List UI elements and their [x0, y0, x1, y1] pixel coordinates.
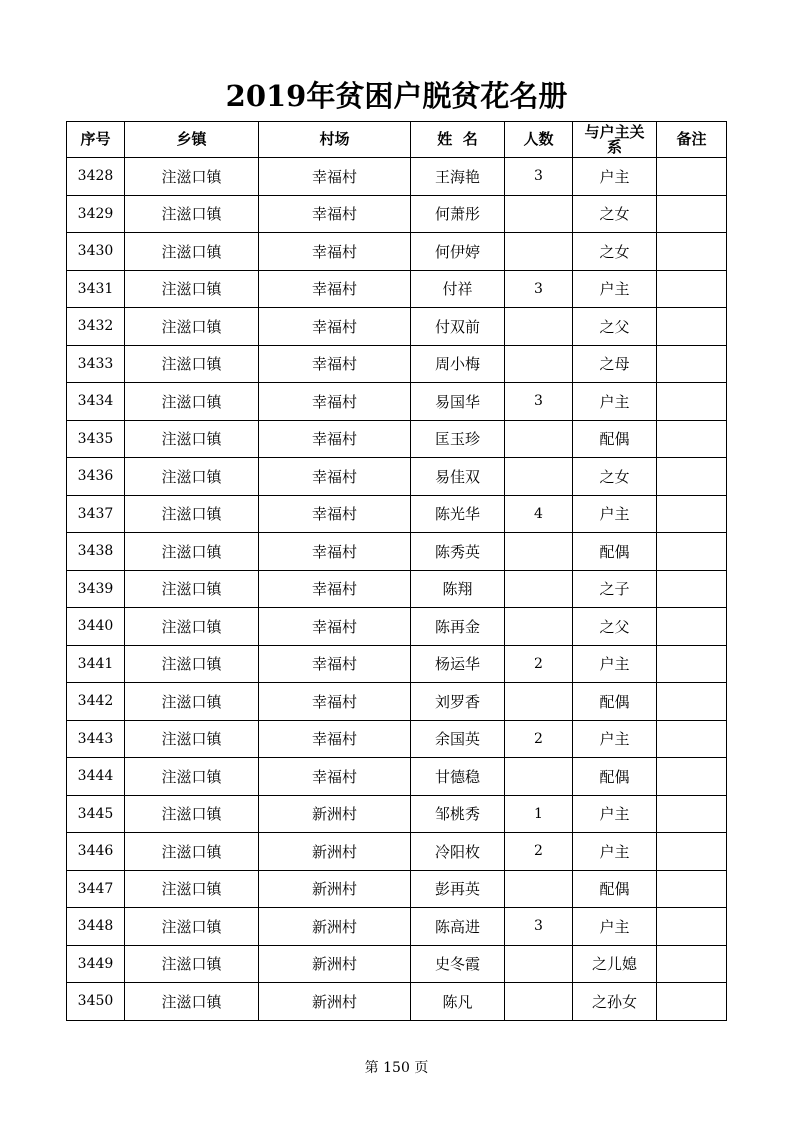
- cell-note: [657, 908, 727, 946]
- cell-no: 3450: [67, 983, 125, 1021]
- cell-name: 杨运华: [411, 645, 505, 683]
- cell-note: [657, 608, 727, 646]
- cell-town: 注滋口镇: [125, 458, 259, 496]
- cell-count: [505, 945, 573, 983]
- cell-name: 陈再金: [411, 608, 505, 646]
- cell-note: [657, 383, 727, 421]
- cell-village: 幸福村: [259, 308, 411, 346]
- header-note: 备注: [657, 122, 727, 158]
- cell-name: 邹桃秀: [411, 795, 505, 833]
- cell-village: 幸福村: [259, 420, 411, 458]
- table-row: [67, 270, 727, 308]
- cell-no: 3443: [67, 720, 125, 758]
- cell-no: 3440: [67, 608, 125, 646]
- cell-count: [505, 458, 573, 496]
- cell-village: 新洲村: [259, 795, 411, 833]
- cell-name: 付双前: [411, 308, 505, 346]
- cell-note: [657, 233, 727, 271]
- cell-relation: 配偶: [573, 758, 657, 796]
- cell-relation: 配偶: [573, 683, 657, 721]
- cell-relation: 户主: [573, 645, 657, 683]
- cell-name: 何萧彤: [411, 195, 505, 233]
- cell-town: 注滋口镇: [125, 308, 259, 346]
- cell-note: [657, 158, 727, 196]
- cell-no: 3430: [67, 233, 125, 271]
- header-name: 姓 名: [411, 122, 505, 158]
- cell-village: 幸福村: [259, 495, 411, 533]
- cell-name: 冷阳枚: [411, 833, 505, 871]
- cell-town: 注滋口镇: [125, 758, 259, 796]
- cell-note: [657, 683, 727, 721]
- cell-name: 付祥: [411, 270, 505, 308]
- cell-town: 注滋口镇: [125, 270, 259, 308]
- cell-town: 注滋口镇: [125, 720, 259, 758]
- cell-count: 2: [505, 720, 573, 758]
- cell-count: 3: [505, 383, 573, 421]
- cell-note: [657, 420, 727, 458]
- cell-count: [505, 308, 573, 346]
- cell-name: 甘德稳: [411, 758, 505, 796]
- cell-no: 3433: [67, 345, 125, 383]
- cell-no: 3428: [67, 158, 125, 196]
- cell-relation: 户主: [573, 833, 657, 871]
- cell-name: 易国华: [411, 383, 505, 421]
- table-row: [67, 945, 727, 983]
- cell-village: 新洲村: [259, 833, 411, 871]
- cell-village: 幸福村: [259, 758, 411, 796]
- cell-note: [657, 983, 727, 1021]
- cell-name: 刘罗香: [411, 683, 505, 721]
- cell-relation: 之孙女: [573, 983, 657, 1021]
- cell-count: [505, 608, 573, 646]
- table-row: [67, 495, 727, 533]
- cell-town: 注滋口镇: [125, 420, 259, 458]
- table-row: [67, 420, 727, 458]
- cell-relation: 户主: [573, 908, 657, 946]
- cell-village: 幸福村: [259, 570, 411, 608]
- table-row: [67, 533, 727, 571]
- cell-count: [505, 983, 573, 1021]
- cell-town: 注滋口镇: [125, 383, 259, 421]
- cell-note: [657, 345, 727, 383]
- table-row: [67, 795, 727, 833]
- cell-relation: 配偶: [573, 870, 657, 908]
- cell-count: [505, 870, 573, 908]
- cell-town: 注滋口镇: [125, 833, 259, 871]
- cell-relation: 之母: [573, 345, 657, 383]
- cell-no: 3442: [67, 683, 125, 721]
- cell-no: 3449: [67, 945, 125, 983]
- cell-town: 注滋口镇: [125, 908, 259, 946]
- cell-town: 注滋口镇: [125, 870, 259, 908]
- cell-no: 3431: [67, 270, 125, 308]
- table-row: [67, 758, 727, 796]
- cell-name: 余国英: [411, 720, 505, 758]
- cell-relation: 配偶: [573, 420, 657, 458]
- cell-count: 4: [505, 495, 573, 533]
- cell-relation: 之女: [573, 233, 657, 271]
- cell-count: 3: [505, 158, 573, 196]
- footer-suffix: 页: [414, 1060, 429, 1076]
- cell-no: 3439: [67, 570, 125, 608]
- table-row: [67, 645, 727, 683]
- table-row: [67, 833, 727, 871]
- cell-village: 幸福村: [259, 720, 411, 758]
- cell-village: 新洲村: [259, 908, 411, 946]
- page-number: 150: [383, 1060, 410, 1076]
- cell-town: 注滋口镇: [125, 495, 259, 533]
- header-no: 序号: [67, 122, 125, 158]
- cell-village: 新洲村: [259, 945, 411, 983]
- cell-note: [657, 795, 727, 833]
- cell-town: 注滋口镇: [125, 158, 259, 196]
- cell-note: [657, 570, 727, 608]
- cell-no: 3447: [67, 870, 125, 908]
- cell-village: 幸福村: [259, 458, 411, 496]
- cell-no: 3446: [67, 833, 125, 871]
- table-row: [67, 233, 727, 271]
- cell-note: [657, 270, 727, 308]
- cell-town: 注滋口镇: [125, 945, 259, 983]
- roster-table: [66, 121, 727, 1021]
- cell-village: 幸福村: [259, 383, 411, 421]
- cell-town: 注滋口镇: [125, 645, 259, 683]
- table-row: [67, 720, 727, 758]
- cell-village: 幸福村: [259, 195, 411, 233]
- cell-note: [657, 720, 727, 758]
- cell-name: 何伊婷: [411, 233, 505, 271]
- cell-count: [505, 758, 573, 796]
- cell-relation: 之女: [573, 458, 657, 496]
- table-row: [67, 983, 727, 1021]
- cell-village: 幸福村: [259, 158, 411, 196]
- cell-note: [657, 870, 727, 908]
- cell-note: [657, 458, 727, 496]
- cell-name: 史冬霞: [411, 945, 505, 983]
- table-row: [67, 570, 727, 608]
- cell-no: 3438: [67, 533, 125, 571]
- cell-no: 3437: [67, 495, 125, 533]
- cell-count: 1: [505, 795, 573, 833]
- header-relation: [573, 122, 657, 158]
- cell-note: [657, 945, 727, 983]
- cell-town: 注滋口镇: [125, 983, 259, 1021]
- table-row: [67, 158, 727, 196]
- table-body: [67, 158, 727, 1021]
- cell-count: [505, 533, 573, 571]
- cell-no: 3444: [67, 758, 125, 796]
- cell-relation: 户主: [573, 495, 657, 533]
- table-row: [67, 908, 727, 946]
- cell-no: 3434: [67, 383, 125, 421]
- cell-count: [505, 345, 573, 383]
- cell-no: 3432: [67, 308, 125, 346]
- cell-relation: 之儿媳: [573, 945, 657, 983]
- cell-town: 注滋口镇: [125, 195, 259, 233]
- cell-village: 新洲村: [259, 870, 411, 908]
- page-footer: [0, 1057, 793, 1077]
- cell-no: 3441: [67, 645, 125, 683]
- cell-relation: 之子: [573, 570, 657, 608]
- cell-village: 幸福村: [259, 533, 411, 571]
- header-relation-text: 与户主关系: [584, 122, 645, 156]
- cell-count: [505, 683, 573, 721]
- cell-count: 3: [505, 908, 573, 946]
- cell-town: 注滋口镇: [125, 345, 259, 383]
- cell-note: [657, 495, 727, 533]
- header-village: 村场: [259, 122, 411, 158]
- cell-town: 注滋口镇: [125, 795, 259, 833]
- table-row: [67, 608, 727, 646]
- cell-name: 陈秀英: [411, 533, 505, 571]
- table-row: [67, 195, 727, 233]
- cell-town: 注滋口镇: [125, 233, 259, 271]
- cell-note: [657, 833, 727, 871]
- cell-relation: 户主: [573, 795, 657, 833]
- cell-village: 幸福村: [259, 645, 411, 683]
- cell-town: 注滋口镇: [125, 608, 259, 646]
- cell-name: 陈光华: [411, 495, 505, 533]
- cell-town: 注滋口镇: [125, 570, 259, 608]
- cell-name: 王海艳: [411, 158, 505, 196]
- cell-relation: 户主: [573, 383, 657, 421]
- cell-count: 3: [505, 270, 573, 308]
- cell-relation: 户主: [573, 270, 657, 308]
- table-header: [67, 122, 727, 158]
- footer-prefix: 第: [364, 1060, 379, 1076]
- cell-name: 周小梅: [411, 345, 505, 383]
- cell-count: 2: [505, 645, 573, 683]
- cell-note: [657, 645, 727, 683]
- table-row: [67, 345, 727, 383]
- cell-village: 幸福村: [259, 683, 411, 721]
- table-row: [67, 683, 727, 721]
- cell-note: [657, 195, 727, 233]
- cell-count: [505, 233, 573, 271]
- page-title: 2019年贫困户脱贫花名册: [225, 79, 568, 113]
- header-count: 人数: [505, 122, 573, 158]
- header-row: [67, 122, 727, 158]
- table-row: [67, 383, 727, 421]
- cell-note: [657, 308, 727, 346]
- cell-note: [657, 533, 727, 571]
- cell-no: 3445: [67, 795, 125, 833]
- cell-name: 陈凡: [411, 983, 505, 1021]
- cell-town: 注滋口镇: [125, 533, 259, 571]
- cell-relation: 之女: [573, 195, 657, 233]
- cell-town: 注滋口镇: [125, 683, 259, 721]
- cell-relation: 户主: [573, 720, 657, 758]
- cell-village: 幸福村: [259, 270, 411, 308]
- cell-relation: 配偶: [573, 533, 657, 571]
- cell-no: 3435: [67, 420, 125, 458]
- cell-village: 幸福村: [259, 345, 411, 383]
- cell-village: 幸福村: [259, 608, 411, 646]
- cell-count: [505, 195, 573, 233]
- table-row: [67, 458, 727, 496]
- cell-name: 彭再英: [411, 870, 505, 908]
- cell-note: [657, 758, 727, 796]
- cell-name: 陈高进: [411, 908, 505, 946]
- cell-name: 易佳双: [411, 458, 505, 496]
- cell-no: 3436: [67, 458, 125, 496]
- cell-relation: 户主: [573, 158, 657, 196]
- cell-village: 新洲村: [259, 983, 411, 1021]
- cell-name: 陈翔: [411, 570, 505, 608]
- table-row: [67, 870, 727, 908]
- cell-no: 3429: [67, 195, 125, 233]
- table-row: [67, 308, 727, 346]
- cell-no: 3448: [67, 908, 125, 946]
- cell-village: 幸福村: [259, 233, 411, 271]
- cell-count: 2: [505, 833, 573, 871]
- header-town: 乡镇: [125, 122, 259, 158]
- cell-count: [505, 570, 573, 608]
- cell-name: 匡玉珍: [411, 420, 505, 458]
- cell-relation: 之父: [573, 608, 657, 646]
- cell-relation: 之父: [573, 308, 657, 346]
- cell-count: [505, 420, 573, 458]
